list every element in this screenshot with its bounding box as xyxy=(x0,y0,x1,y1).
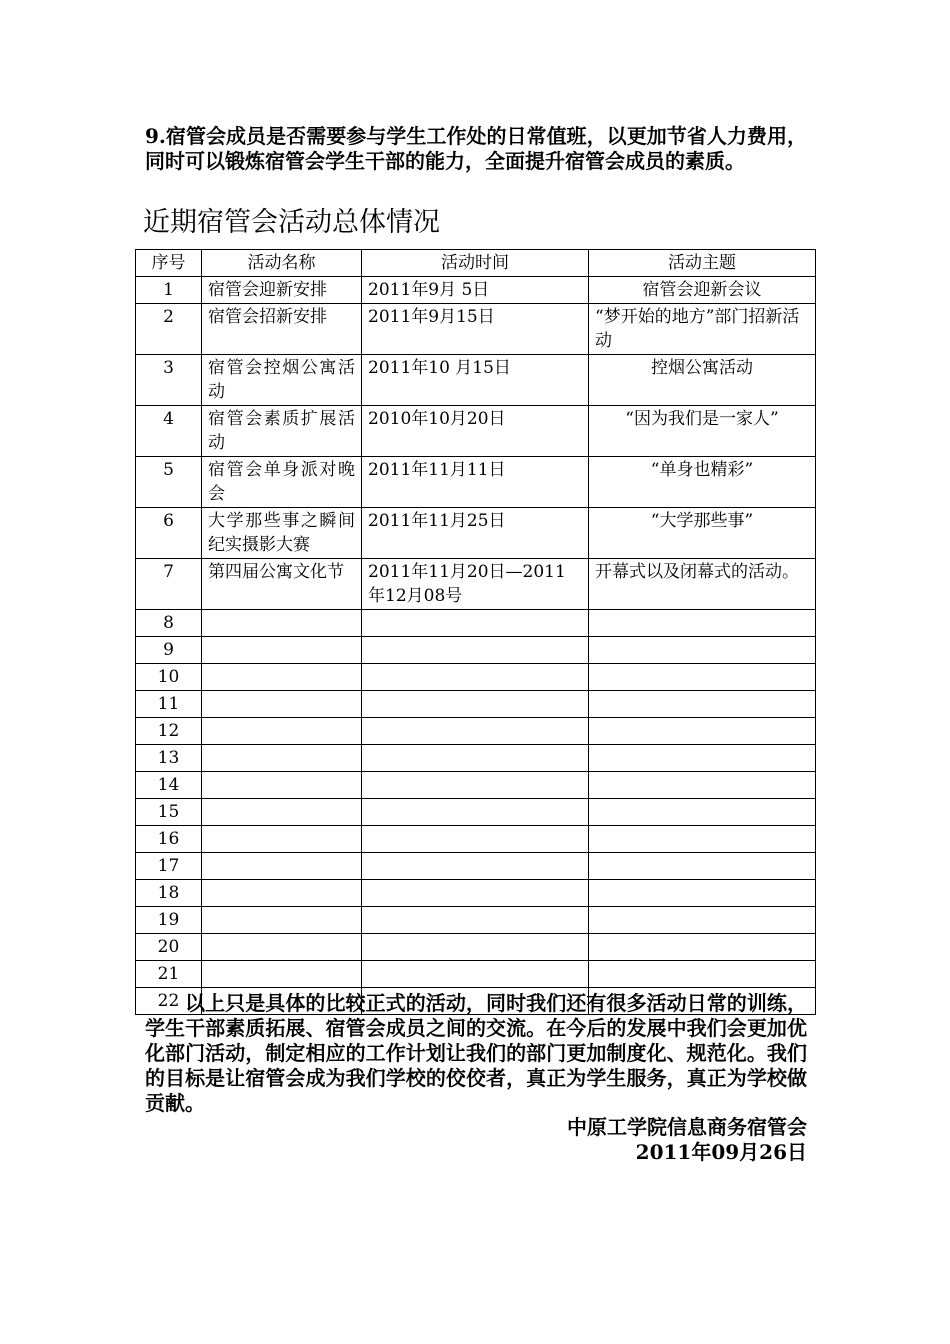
section-heading: 近期宿管会活动总体情况 xyxy=(143,207,440,238)
cell-time: 2011年9月 5日 xyxy=(362,277,589,304)
table-row xyxy=(136,457,816,508)
table-row xyxy=(136,355,816,406)
cell-empty xyxy=(362,664,589,691)
cell-empty xyxy=(362,907,589,934)
signature-org: 中原工学院信息商务宿管会 xyxy=(567,1115,807,1139)
cell-empty xyxy=(589,799,816,826)
cell-empty xyxy=(589,826,816,853)
cell-no: 2 xyxy=(136,304,202,355)
cell-no: 6 xyxy=(136,508,202,559)
cell-name: 大学那些事之瞬间纪实摄影大赛 xyxy=(202,508,362,559)
cell-empty xyxy=(202,826,362,853)
cell-empty xyxy=(362,745,589,772)
table-row xyxy=(136,304,816,355)
cell-theme: “单身也精彩” xyxy=(589,457,816,508)
cell-no: 4 xyxy=(136,406,202,457)
cell-name: 宿管会迎新安排 xyxy=(202,277,362,304)
cell-empty xyxy=(362,853,589,880)
table-row-empty xyxy=(136,961,816,988)
cell-no: 7 xyxy=(136,559,202,610)
cell-no: 9 xyxy=(136,637,202,664)
cell-time: 2011年11月11日 xyxy=(362,457,589,508)
cell-no: 3 xyxy=(136,355,202,406)
cell-no: 14 xyxy=(136,772,202,799)
cell-empty xyxy=(589,907,816,934)
cell-time: 2011年11月25日 xyxy=(362,508,589,559)
cell-empty xyxy=(589,961,816,988)
table-header-row xyxy=(136,250,816,277)
cell-empty xyxy=(589,637,816,664)
cell-empty xyxy=(202,799,362,826)
cell-empty xyxy=(362,934,589,961)
table-row-empty xyxy=(136,826,816,853)
cell-name: 宿管会素质扩展活动 xyxy=(202,406,362,457)
cell-empty xyxy=(589,745,816,772)
table-row-empty xyxy=(136,772,816,799)
cell-empty xyxy=(202,610,362,637)
cell-time: 2011年10 月15日 xyxy=(362,355,589,406)
cell-empty xyxy=(202,691,362,718)
header-time: 活动时间 xyxy=(362,250,589,277)
cell-no: 11 xyxy=(136,691,202,718)
header-name: 活动名称 xyxy=(202,250,362,277)
cell-empty xyxy=(202,853,362,880)
cell-time: 2010年10月20日 xyxy=(362,406,589,457)
cell-empty xyxy=(589,664,816,691)
cell-theme: “梦开始的地方”部门招新活动 xyxy=(589,304,816,355)
table-row xyxy=(136,406,816,457)
cell-theme: “大学那些事” xyxy=(589,508,816,559)
cell-empty xyxy=(202,880,362,907)
cell-empty xyxy=(362,826,589,853)
cell-empty xyxy=(362,718,589,745)
cell-empty xyxy=(202,772,362,799)
table-row-empty xyxy=(136,718,816,745)
table-row-empty xyxy=(136,934,816,961)
cell-empty xyxy=(362,772,589,799)
cell-empty xyxy=(202,934,362,961)
table-row-empty xyxy=(136,880,816,907)
cell-time: 2011年9月15日 xyxy=(362,304,589,355)
cell-empty xyxy=(362,637,589,664)
cell-empty xyxy=(362,961,589,988)
cell-empty xyxy=(362,610,589,637)
table-row-empty xyxy=(136,691,816,718)
cell-theme: “因为我们是一家人” xyxy=(589,406,816,457)
cell-no: 20 xyxy=(136,934,202,961)
intro-paragraph: 9.宿管会成员是否需要参与学生工作处的日常值班，以更加节省人力费用，同时可以锻炼宿管会学生干部的能力，全面提升宿管会成员的素质。 xyxy=(145,124,807,173)
cell-empty xyxy=(202,745,362,772)
cell-name: 第四届公寓文化节 xyxy=(202,559,362,610)
table-row xyxy=(136,277,816,304)
cell-theme: 控烟公寓活动 xyxy=(589,355,816,406)
cell-empty xyxy=(202,907,362,934)
cell-no: 5 xyxy=(136,457,202,508)
signature-block xyxy=(567,1115,807,1165)
cell-empty xyxy=(202,961,362,988)
cell-name: 宿管会招新安排 xyxy=(202,304,362,355)
header-theme: 活动主题 xyxy=(589,250,816,277)
table-row-empty xyxy=(136,799,816,826)
cell-no: 16 xyxy=(136,826,202,853)
cell-empty xyxy=(589,691,816,718)
cell-empty xyxy=(589,934,816,961)
activities-table xyxy=(135,249,816,1015)
table-row-empty xyxy=(136,637,816,664)
cell-empty xyxy=(362,691,589,718)
cell-theme: 开幕式以及闭幕式的活动。 xyxy=(589,559,816,610)
cell-empty xyxy=(589,772,816,799)
cell-name: 宿管会单身派对晚会 xyxy=(202,457,362,508)
cell-empty xyxy=(202,664,362,691)
table-row-empty xyxy=(136,610,816,637)
cell-theme: 宿管会迎新会议 xyxy=(589,277,816,304)
table-row-empty xyxy=(136,853,816,880)
cell-no: 13 xyxy=(136,745,202,772)
cell-empty xyxy=(589,880,816,907)
table-row-empty xyxy=(136,907,816,934)
table-row xyxy=(136,508,816,559)
cell-empty xyxy=(202,718,362,745)
cell-empty xyxy=(589,718,816,745)
table-row-empty xyxy=(136,664,816,691)
cell-time: 2011年11月20日—2011年12月08号 xyxy=(362,559,589,610)
cell-no: 18 xyxy=(136,880,202,907)
cell-empty xyxy=(589,610,816,637)
cell-no: 19 xyxy=(136,907,202,934)
cell-no: 22 xyxy=(136,988,202,1015)
signature-date: 2011年09月26日 xyxy=(635,1140,807,1164)
cell-no: 17 xyxy=(136,853,202,880)
cell-no: 21 xyxy=(136,961,202,988)
cell-name: 宿管会控烟公寓活动 xyxy=(202,355,362,406)
cell-empty xyxy=(362,880,589,907)
cell-no: 10 xyxy=(136,664,202,691)
closing-paragraph: 以上只是具体的比较正式的活动，同时我们还有很多活动日常的训练，学生干部素质拓展、宿管会成员之间的交流。在今后的发展中我们会更加优化部门活动，制定相应的工作计划让我们的部门更加制度化、规范化。我们的目标是让宿管会成为我们学校的佼佼者，真正为学生服务，真正为学校做贡献。 xyxy=(145,991,807,1115)
cell-empty xyxy=(202,637,362,664)
header-no: 序号 xyxy=(136,250,202,277)
table-row xyxy=(136,559,816,610)
cell-no: 15 xyxy=(136,799,202,826)
cell-empty xyxy=(362,799,589,826)
table-row-empty xyxy=(136,745,816,772)
cell-no: 8 xyxy=(136,610,202,637)
cell-no: 1 xyxy=(136,277,202,304)
cell-empty xyxy=(589,853,816,880)
cell-no: 12 xyxy=(136,718,202,745)
